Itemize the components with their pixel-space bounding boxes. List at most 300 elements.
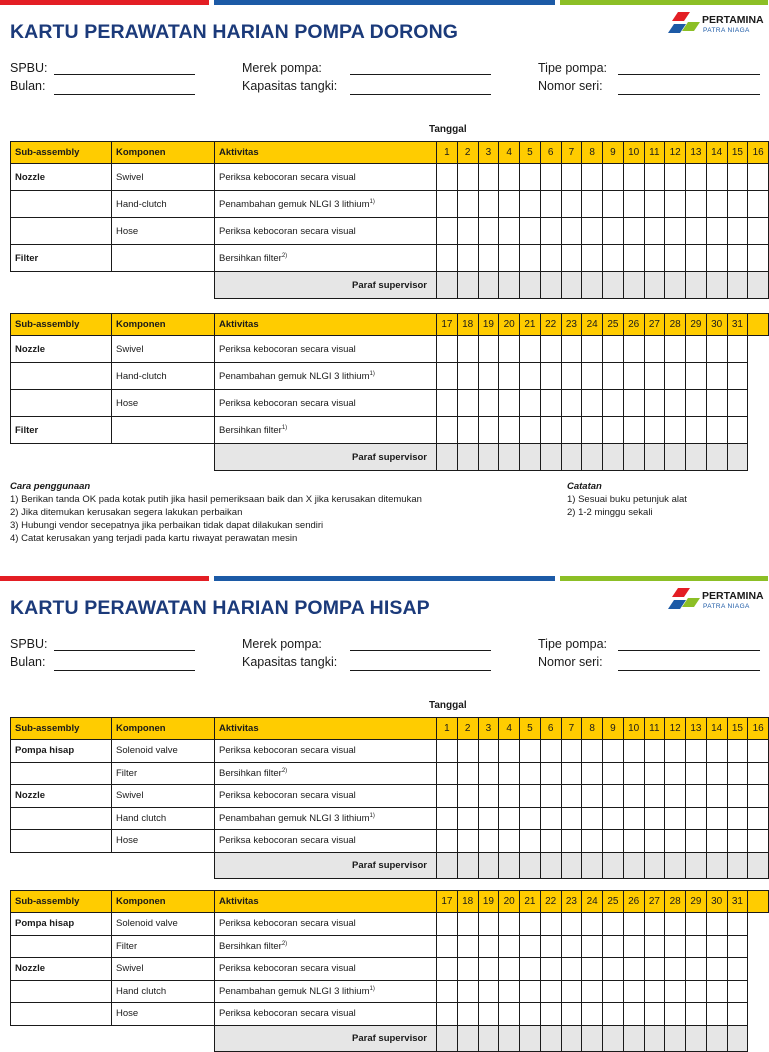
day-check-cell[interactable]	[520, 958, 541, 981]
day-check-cell[interactable]	[478, 245, 499, 272]
signature-cell[interactable]	[623, 1025, 644, 1051]
day-check-cell[interactable]	[457, 935, 478, 958]
day-check-cell[interactable]	[706, 807, 727, 830]
day-check-cell[interactable]	[478, 218, 499, 245]
day-check-cell[interactable]	[644, 807, 665, 830]
signature-cell[interactable]	[706, 1025, 727, 1051]
day-check-cell[interactable]	[540, 980, 561, 1003]
day-check-cell[interactable]	[727, 164, 748, 191]
signature-cell[interactable]	[727, 444, 748, 471]
day-check-cell[interactable]	[540, 1003, 561, 1026]
signature-cell[interactable]	[623, 272, 644, 299]
day-check-cell[interactable]	[623, 1003, 644, 1026]
day-check-cell[interactable]	[437, 830, 458, 853]
day-check-cell[interactable]	[561, 191, 582, 218]
day-check-cell[interactable]	[727, 218, 748, 245]
day-check-cell[interactable]	[686, 363, 707, 390]
signature-cell[interactable]	[686, 1025, 707, 1051]
day-check-cell[interactable]	[603, 245, 624, 272]
day-check-cell[interactable]	[665, 417, 686, 444]
day-check-cell[interactable]	[561, 807, 582, 830]
day-check-cell[interactable]	[603, 164, 624, 191]
signature-cell[interactable]	[727, 852, 748, 878]
day-check-cell[interactable]	[686, 935, 707, 958]
day-check-cell[interactable]	[603, 363, 624, 390]
day-check-cell[interactable]	[437, 980, 458, 1003]
day-check-cell[interactable]	[499, 191, 520, 218]
day-check-cell[interactable]	[603, 218, 624, 245]
day-check-cell[interactable]	[727, 245, 748, 272]
day-check-cell[interactable]	[582, 935, 603, 958]
day-check-cell[interactable]	[561, 980, 582, 1003]
day-check-cell[interactable]	[748, 245, 769, 272]
day-check-cell[interactable]	[665, 164, 686, 191]
day-check-cell[interactable]	[561, 245, 582, 272]
signature-cell[interactable]	[499, 444, 520, 471]
day-check-cell[interactable]	[623, 913, 644, 936]
signature-cell[interactable]	[603, 852, 624, 878]
spbu-field[interactable]	[54, 74, 195, 75]
day-check-cell[interactable]	[478, 935, 499, 958]
day-check-cell[interactable]	[665, 363, 686, 390]
signature-cell[interactable]	[727, 1025, 748, 1051]
day-check-cell[interactable]	[540, 958, 561, 981]
day-check-cell[interactable]	[561, 913, 582, 936]
signature-cell[interactable]	[603, 444, 624, 471]
day-check-cell[interactable]	[561, 740, 582, 763]
day-check-cell[interactable]	[623, 164, 644, 191]
signature-cell[interactable]	[665, 444, 686, 471]
signature-cell[interactable]	[686, 852, 707, 878]
signature-cell[interactable]	[644, 1025, 665, 1051]
day-check-cell[interactable]	[520, 807, 541, 830]
day-check-cell[interactable]	[686, 830, 707, 853]
signature-cell[interactable]	[437, 444, 458, 471]
day-check-cell[interactable]	[644, 390, 665, 417]
day-check-cell[interactable]	[520, 762, 541, 785]
day-check-cell[interactable]	[665, 830, 686, 853]
signature-cell[interactable]	[644, 852, 665, 878]
day-check-cell[interactable]	[644, 164, 665, 191]
day-check-cell[interactable]	[582, 336, 603, 363]
signature-cell[interactable]	[665, 272, 686, 299]
day-check-cell[interactable]	[665, 191, 686, 218]
day-check-cell[interactable]	[457, 164, 478, 191]
signature-cell[interactable]	[706, 444, 727, 471]
day-check-cell[interactable]	[457, 958, 478, 981]
day-check-cell[interactable]	[437, 363, 458, 390]
day-check-cell[interactable]	[561, 762, 582, 785]
day-check-cell[interactable]	[644, 417, 665, 444]
day-check-cell[interactable]	[727, 1003, 748, 1026]
day-check-cell[interactable]	[478, 1003, 499, 1026]
day-check-cell[interactable]	[623, 363, 644, 390]
day-check-cell[interactable]	[478, 958, 499, 981]
day-check-cell[interactable]	[727, 740, 748, 763]
day-check-cell[interactable]	[665, 740, 686, 763]
day-check-cell[interactable]	[623, 218, 644, 245]
signature-cell[interactable]	[540, 852, 561, 878]
day-check-cell[interactable]	[665, 218, 686, 245]
day-check-cell[interactable]	[582, 417, 603, 444]
day-check-cell[interactable]	[748, 218, 769, 245]
signature-cell[interactable]	[437, 852, 458, 878]
day-check-cell[interactable]	[748, 830, 769, 853]
signature-cell[interactable]	[603, 272, 624, 299]
day-check-cell[interactable]	[603, 417, 624, 444]
day-check-cell[interactable]	[582, 245, 603, 272]
signature-cell[interactable]	[457, 272, 478, 299]
day-check-cell[interactable]	[582, 830, 603, 853]
day-check-cell[interactable]	[603, 336, 624, 363]
day-check-cell[interactable]	[499, 218, 520, 245]
signature-cell[interactable]	[748, 272, 769, 299]
day-check-cell[interactable]	[478, 363, 499, 390]
day-check-cell[interactable]	[644, 191, 665, 218]
signature-cell[interactable]	[582, 1025, 603, 1051]
day-check-cell[interactable]	[623, 417, 644, 444]
signature-cell[interactable]	[582, 852, 603, 878]
day-check-cell[interactable]	[582, 958, 603, 981]
day-check-cell[interactable]	[582, 390, 603, 417]
day-check-cell[interactable]	[499, 363, 520, 390]
signature-cell[interactable]	[727, 272, 748, 299]
tipe-field[interactable]	[618, 650, 760, 651]
signature-cell[interactable]	[623, 852, 644, 878]
day-check-cell[interactable]	[686, 913, 707, 936]
day-check-cell[interactable]	[706, 958, 727, 981]
signature-cell[interactable]	[686, 444, 707, 471]
day-check-cell[interactable]	[499, 740, 520, 763]
nomor-field[interactable]	[618, 94, 760, 95]
day-check-cell[interactable]	[540, 363, 561, 390]
kapasitas-field[interactable]	[350, 670, 491, 671]
day-check-cell[interactable]	[686, 245, 707, 272]
signature-cell[interactable]	[644, 272, 665, 299]
day-check-cell[interactable]	[686, 164, 707, 191]
merek-field[interactable]	[350, 74, 491, 75]
day-check-cell[interactable]	[686, 762, 707, 785]
day-check-cell[interactable]	[540, 935, 561, 958]
day-check-cell[interactable]	[561, 164, 582, 191]
day-check-cell[interactable]	[540, 336, 561, 363]
tipe-field[interactable]	[618, 74, 760, 75]
day-check-cell[interactable]	[499, 164, 520, 191]
day-check-cell[interactable]	[665, 1003, 686, 1026]
day-check-cell[interactable]	[623, 762, 644, 785]
day-check-cell[interactable]	[457, 807, 478, 830]
day-check-cell[interactable]	[603, 980, 624, 1003]
day-check-cell[interactable]	[644, 363, 665, 390]
day-check-cell[interactable]	[665, 913, 686, 936]
day-check-cell[interactable]	[457, 417, 478, 444]
day-check-cell[interactable]	[478, 980, 499, 1003]
day-check-cell[interactable]	[478, 336, 499, 363]
signature-cell[interactable]	[561, 272, 582, 299]
day-check-cell[interactable]	[499, 762, 520, 785]
day-check-cell[interactable]	[582, 762, 603, 785]
day-check-cell[interactable]	[478, 913, 499, 936]
day-check-cell[interactable]	[437, 785, 458, 808]
day-check-cell[interactable]	[457, 980, 478, 1003]
day-check-cell[interactable]	[437, 740, 458, 763]
day-check-cell[interactable]	[623, 390, 644, 417]
signature-cell[interactable]	[437, 272, 458, 299]
day-check-cell[interactable]	[478, 807, 499, 830]
day-check-cell[interactable]	[478, 191, 499, 218]
day-check-cell[interactable]	[437, 913, 458, 936]
day-check-cell[interactable]	[623, 935, 644, 958]
day-check-cell[interactable]	[665, 958, 686, 981]
signature-cell[interactable]	[665, 1025, 686, 1051]
day-check-cell[interactable]	[437, 390, 458, 417]
day-check-cell[interactable]	[437, 935, 458, 958]
day-check-cell[interactable]	[499, 830, 520, 853]
day-check-cell[interactable]	[582, 218, 603, 245]
day-check-cell[interactable]	[520, 935, 541, 958]
day-check-cell[interactable]	[727, 363, 748, 390]
day-check-cell[interactable]	[603, 191, 624, 218]
signature-cell[interactable]	[561, 1025, 582, 1051]
day-check-cell[interactable]	[478, 390, 499, 417]
day-check-cell[interactable]	[540, 913, 561, 936]
day-check-cell[interactable]	[727, 980, 748, 1003]
day-check-cell[interactable]	[561, 1003, 582, 1026]
signature-cell[interactable]	[499, 1025, 520, 1051]
signature-cell[interactable]	[520, 272, 541, 299]
day-check-cell[interactable]	[540, 807, 561, 830]
signature-cell[interactable]	[623, 444, 644, 471]
day-check-cell[interactable]	[727, 336, 748, 363]
day-check-cell[interactable]	[686, 807, 707, 830]
day-check-cell[interactable]	[686, 218, 707, 245]
day-check-cell[interactable]	[686, 417, 707, 444]
day-check-cell[interactable]	[499, 336, 520, 363]
signature-cell[interactable]	[499, 852, 520, 878]
day-check-cell[interactable]	[540, 830, 561, 853]
day-check-cell[interactable]	[748, 785, 769, 808]
signature-cell[interactable]	[665, 852, 686, 878]
day-check-cell[interactable]	[520, 363, 541, 390]
signature-cell[interactable]	[603, 1025, 624, 1051]
day-check-cell[interactable]	[706, 363, 727, 390]
kapasitas-field[interactable]	[350, 94, 491, 95]
day-check-cell[interactable]	[603, 390, 624, 417]
day-check-cell[interactable]	[727, 785, 748, 808]
day-check-cell[interactable]	[706, 164, 727, 191]
day-check-cell[interactable]	[706, 935, 727, 958]
day-check-cell[interactable]	[582, 191, 603, 218]
day-check-cell[interactable]	[457, 363, 478, 390]
day-check-cell[interactable]	[582, 980, 603, 1003]
day-check-cell[interactable]	[748, 740, 769, 763]
signature-cell[interactable]	[520, 444, 541, 471]
day-check-cell[interactable]	[540, 164, 561, 191]
day-check-cell[interactable]	[437, 807, 458, 830]
signature-cell[interactable]	[582, 272, 603, 299]
day-check-cell[interactable]	[665, 762, 686, 785]
day-check-cell[interactable]	[540, 245, 561, 272]
day-check-cell[interactable]	[540, 740, 561, 763]
day-check-cell[interactable]	[727, 390, 748, 417]
day-check-cell[interactable]	[437, 762, 458, 785]
signature-cell[interactable]	[437, 1025, 458, 1051]
day-check-cell[interactable]	[686, 1003, 707, 1026]
signature-cell[interactable]	[644, 444, 665, 471]
day-check-cell[interactable]	[623, 958, 644, 981]
day-check-cell[interactable]	[457, 740, 478, 763]
day-check-cell[interactable]	[706, 740, 727, 763]
day-check-cell[interactable]	[686, 191, 707, 218]
day-check-cell[interactable]	[478, 164, 499, 191]
day-check-cell[interactable]	[727, 417, 748, 444]
day-check-cell[interactable]	[727, 830, 748, 853]
day-check-cell[interactable]	[540, 762, 561, 785]
day-check-cell[interactable]	[706, 336, 727, 363]
day-check-cell[interactable]	[706, 762, 727, 785]
day-check-cell[interactable]	[437, 164, 458, 191]
day-check-cell[interactable]	[644, 980, 665, 1003]
day-check-cell[interactable]	[561, 363, 582, 390]
day-check-cell[interactable]	[520, 830, 541, 853]
day-check-cell[interactable]	[706, 218, 727, 245]
day-check-cell[interactable]	[706, 417, 727, 444]
signature-cell[interactable]	[478, 444, 499, 471]
day-check-cell[interactable]	[520, 390, 541, 417]
day-check-cell[interactable]	[623, 980, 644, 1003]
day-check-cell[interactable]	[748, 164, 769, 191]
day-check-cell[interactable]	[748, 762, 769, 785]
day-check-cell[interactable]	[623, 191, 644, 218]
day-check-cell[interactable]	[478, 762, 499, 785]
day-check-cell[interactable]	[603, 1003, 624, 1026]
day-check-cell[interactable]	[706, 245, 727, 272]
day-check-cell[interactable]	[582, 363, 603, 390]
day-check-cell[interactable]	[561, 417, 582, 444]
signature-cell[interactable]	[540, 272, 561, 299]
day-check-cell[interactable]	[603, 830, 624, 853]
day-check-cell[interactable]	[437, 336, 458, 363]
day-check-cell[interactable]	[457, 336, 478, 363]
day-check-cell[interactable]	[706, 390, 727, 417]
day-check-cell[interactable]	[686, 785, 707, 808]
day-check-cell[interactable]	[686, 958, 707, 981]
day-check-cell[interactable]	[499, 935, 520, 958]
day-check-cell[interactable]	[520, 980, 541, 1003]
day-check-cell[interactable]	[623, 785, 644, 808]
day-check-cell[interactable]	[582, 913, 603, 936]
day-check-cell[interactable]	[499, 980, 520, 1003]
day-check-cell[interactable]	[561, 336, 582, 363]
day-check-cell[interactable]	[478, 417, 499, 444]
day-check-cell[interactable]	[520, 740, 541, 763]
day-check-cell[interactable]	[603, 762, 624, 785]
day-check-cell[interactable]	[706, 191, 727, 218]
day-check-cell[interactable]	[582, 740, 603, 763]
day-check-cell[interactable]	[644, 958, 665, 981]
signature-cell[interactable]	[748, 852, 769, 878]
day-check-cell[interactable]	[478, 785, 499, 808]
day-check-cell[interactable]	[457, 762, 478, 785]
signature-cell[interactable]	[582, 444, 603, 471]
day-check-cell[interactable]	[686, 390, 707, 417]
day-check-cell[interactable]	[520, 1003, 541, 1026]
signature-cell[interactable]	[706, 852, 727, 878]
day-check-cell[interactable]	[561, 785, 582, 808]
day-check-cell[interactable]	[603, 913, 624, 936]
bulan-field[interactable]	[54, 94, 195, 95]
signature-cell[interactable]	[457, 1025, 478, 1051]
day-check-cell[interactable]	[457, 830, 478, 853]
day-check-cell[interactable]	[644, 1003, 665, 1026]
day-check-cell[interactable]	[561, 390, 582, 417]
day-check-cell[interactable]	[437, 218, 458, 245]
day-check-cell[interactable]	[499, 958, 520, 981]
day-check-cell[interactable]	[727, 807, 748, 830]
day-check-cell[interactable]	[603, 785, 624, 808]
signature-cell[interactable]	[478, 852, 499, 878]
day-check-cell[interactable]	[686, 980, 707, 1003]
day-check-cell[interactable]	[644, 245, 665, 272]
day-check-cell[interactable]	[457, 785, 478, 808]
day-check-cell[interactable]	[748, 191, 769, 218]
day-check-cell[interactable]	[706, 980, 727, 1003]
day-check-cell[interactable]	[540, 390, 561, 417]
day-check-cell[interactable]	[540, 191, 561, 218]
day-check-cell[interactable]	[457, 245, 478, 272]
day-check-cell[interactable]	[478, 830, 499, 853]
day-check-cell[interactable]	[520, 164, 541, 191]
day-check-cell[interactable]	[665, 245, 686, 272]
day-check-cell[interactable]	[727, 958, 748, 981]
day-check-cell[interactable]	[437, 958, 458, 981]
day-check-cell[interactable]	[520, 245, 541, 272]
day-check-cell[interactable]	[499, 390, 520, 417]
day-check-cell[interactable]	[499, 785, 520, 808]
day-check-cell[interactable]	[520, 336, 541, 363]
day-check-cell[interactable]	[520, 191, 541, 218]
day-check-cell[interactable]	[437, 191, 458, 218]
day-check-cell[interactable]	[706, 1003, 727, 1026]
nomor-field[interactable]	[618, 670, 760, 671]
day-check-cell[interactable]	[457, 390, 478, 417]
day-check-cell[interactable]	[665, 935, 686, 958]
day-check-cell[interactable]	[561, 935, 582, 958]
day-check-cell[interactable]	[437, 245, 458, 272]
day-check-cell[interactable]	[706, 830, 727, 853]
day-check-cell[interactable]	[603, 958, 624, 981]
day-check-cell[interactable]	[665, 785, 686, 808]
day-check-cell[interactable]	[623, 245, 644, 272]
day-check-cell[interactable]	[499, 913, 520, 936]
signature-cell[interactable]	[499, 272, 520, 299]
day-check-cell[interactable]	[540, 218, 561, 245]
day-check-cell[interactable]	[499, 807, 520, 830]
signature-cell[interactable]	[478, 1025, 499, 1051]
day-check-cell[interactable]	[686, 336, 707, 363]
day-check-cell[interactable]	[582, 164, 603, 191]
day-check-cell[interactable]	[457, 218, 478, 245]
day-check-cell[interactable]	[540, 417, 561, 444]
day-check-cell[interactable]	[727, 191, 748, 218]
signature-cell[interactable]	[457, 852, 478, 878]
day-check-cell[interactable]	[499, 417, 520, 444]
day-check-cell[interactable]	[520, 913, 541, 936]
day-check-cell[interactable]	[727, 935, 748, 958]
day-check-cell[interactable]	[644, 830, 665, 853]
day-check-cell[interactable]	[706, 913, 727, 936]
day-check-cell[interactable]	[644, 913, 665, 936]
